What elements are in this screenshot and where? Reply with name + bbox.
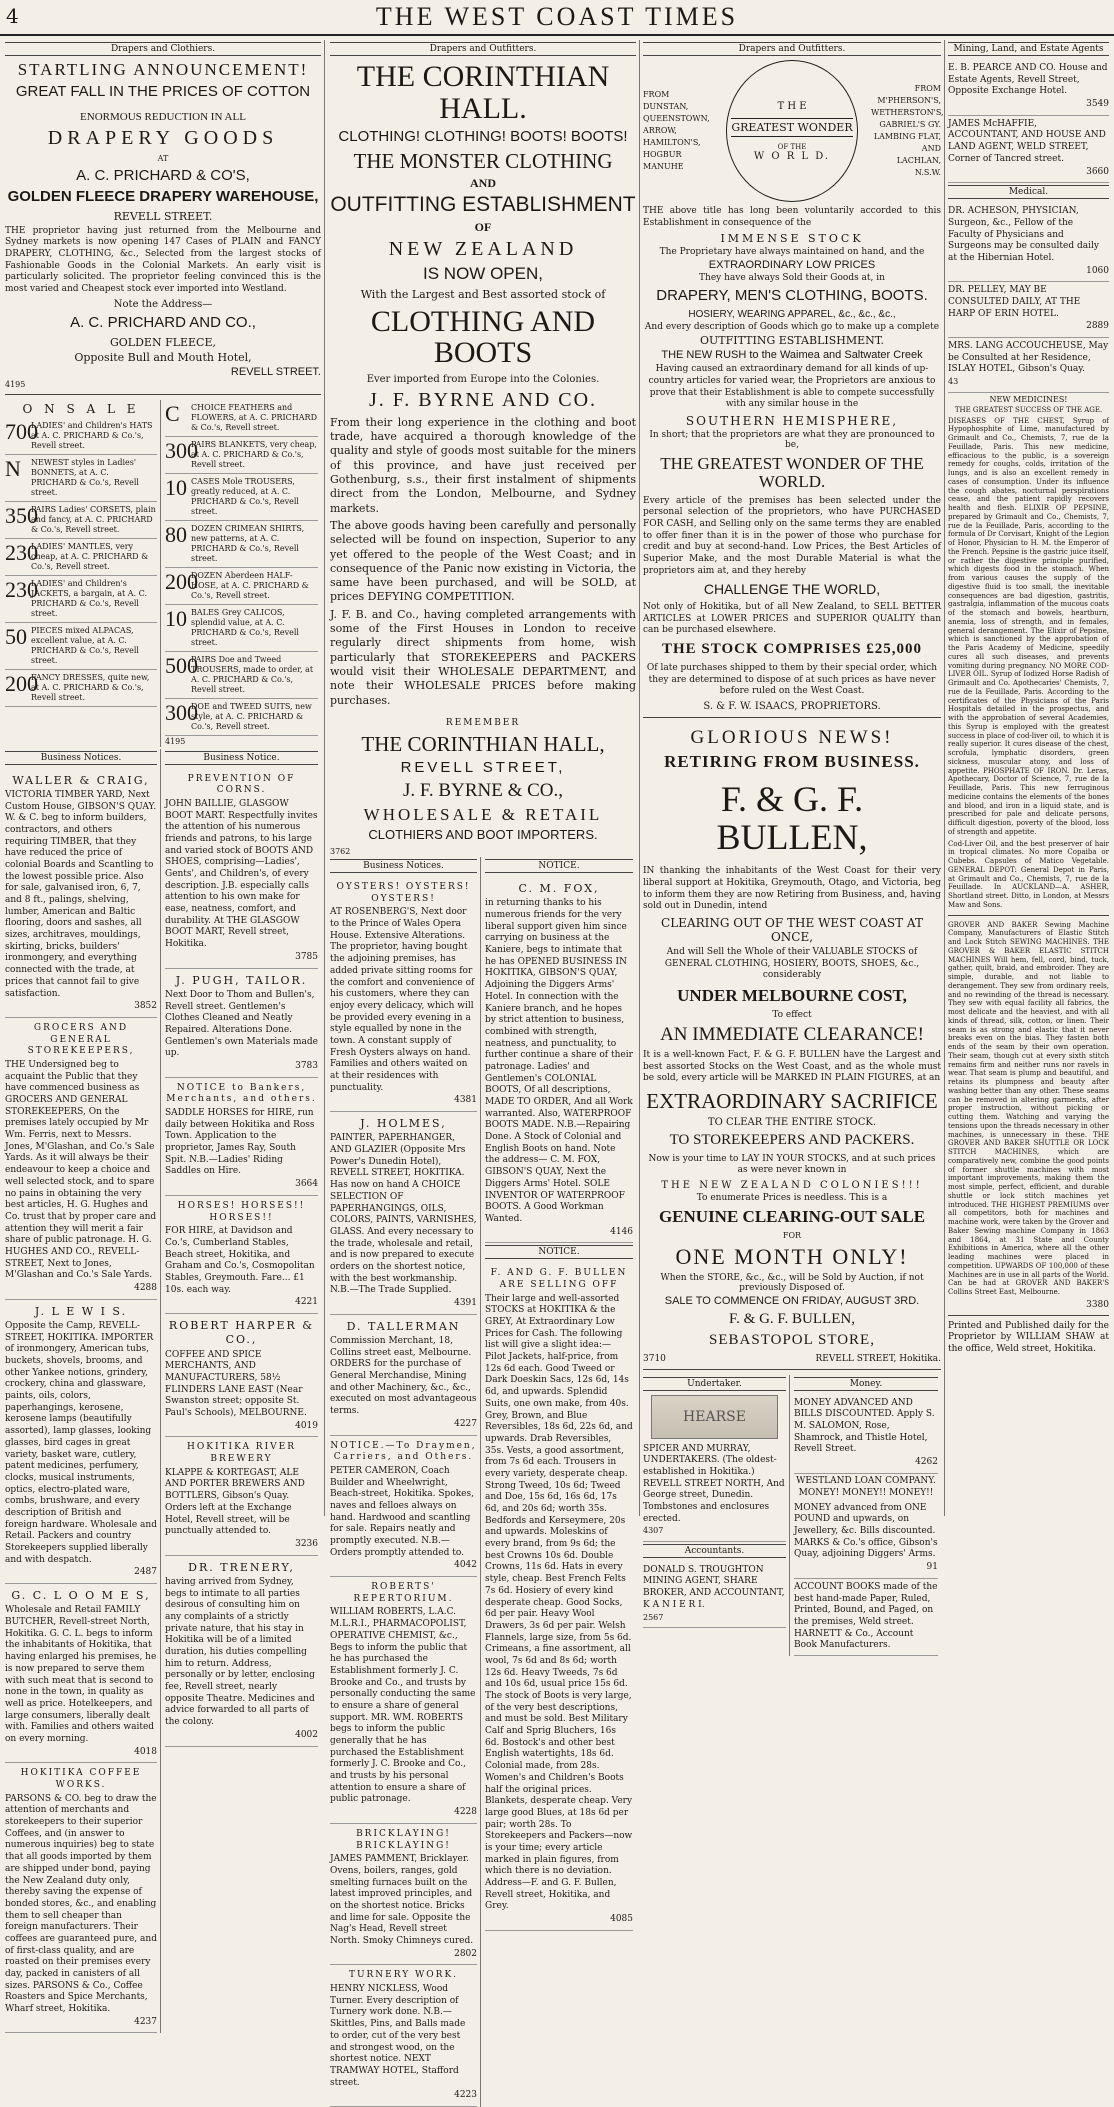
prichard-firm: A. C. PRICHARD & CO'S, <box>76 167 250 185</box>
grover-number: 3380 <box>1086 1299 1109 1310</box>
drapery-clothing-boots: DRAPERY, MEN'S CLOTHING, BOOTS. <box>656 287 928 305</box>
sale-item: 200 FANCY DRESSES, quite new, at A. C. PRICHARD & Co.'s, Revell street. <box>5 670 157 707</box>
page-number: 4 <box>6 4 19 28</box>
col2-notices <box>330 857 636 2107</box>
isaacs-p7: Every article of the premises has been selected under the personal selection of the proprietors, who have PURCHASED FOR CASH, and Selling only on the same terms they are enabled to offer finer than it is in the power of those who purchase for credit and buy at second-hand. Low Prices, the Best Articles of Superior Make, and the most Durable Material is what the proprietors aim at, and they hereby <box>643 495 941 576</box>
immense-stock: IMMENSE STOCK <box>720 232 864 246</box>
byrne-heading: J. F. BYRNE AND CO. <box>368 388 598 411</box>
golden-fleece-headline: GOLDEN FLEECE DRAPERY WAREHOUSE, <box>7 187 319 205</box>
ad-fox: C. M. FOX, in returning thanks to his numerous friends for the very liberal support given him since carrying on business at the Kaniere, begs to intimate that he has OPENED BUSINESS IN HOKITIKA, GIBSON'S QUAY, Adjoining the Diggers Arms' Hotel. In connection with the Kaniere branch, and he hopes by strict attention to business, combined with strength, neatness, and punctuality, to further continue a share of their patronage. Ladies' and Gentlemen's COLONIAL BOOTS, Of all descriptions, MADE TO ORDER, And all Work warranted. Also, WATERPROOF BOOTS MADE. N.B.—Repairing Done. A Stock of Colonial and English Boots on hand. Note the address— C. M. FOX, GIBSON'S QUAY, Next the Diggers Arms' Hotel. SOLE INVENTOR OF WATERPROOF BOOTS. A Good Workman Wanted. 4146 <box>485 877 633 1243</box>
bullen-p12: It is a well-known Fact, F. & G. F. BULLEN have the Largest and best assorted Stocks on the West Coast, and as the whole must be sold, every article will be MARKED IN PLAIN FIGURES, at an <box>643 1049 941 1084</box>
ad-lang: MRS. LANG ACCOUCHEUSE, May be Consulted at her Residence, ISLAY HOTEL, Gibson's Quay. 43 <box>948 338 1109 392</box>
masthead <box>0 0 1114 36</box>
section-business-2: Business Notices. <box>330 859 477 873</box>
general-depot: Cod-Liver Oil, and the best preserver of hair in tropical climates. No more Copaiba or Cubebs. Capsules of Matico Vegetable. GENERAL DEPOT: General Depot in Paris, at Grimault and Co., Chemists, 7, rue de la Feuillade. In AUCKLAND—A. ASHER, Shortland street. Ditto, in London, at Messrs Maw and Sons. <box>948 839 1109 909</box>
hearse-icon: HEARSE <box>651 1395 778 1439</box>
bullen-p15: When the STORE, &c., &c., will be Sold by Auction, if not previously Disposed of. <box>660 1273 924 1294</box>
ad-hughes: GROCERS AND GENERAL STOREKEEPERS, THE Undersigned beg to acquaint the Public that they have commenced business as GROCERS AND GENERAL STOREKEEPERS, On the premises lately occupied by Mr Wm. Ferris, next to Messrs. Jones, M'Glashan, and Co.'s Sale Yards. As it will always be their endeavour to keep a choice and well selected stock, and to spare no pains in obtaining the very best articles, H. G. Hughes and Co. trust that by proper care and attention they will merit a fair share of public patronage. H. G. HUGHES AND CO., REVELL-STREET, Next to Jones, M'Glashan and Co.'s Sale Yards. 4288 <box>5 1018 157 1300</box>
bullen-headline: F. & G. F. BULLEN, <box>716 778 868 857</box>
bullen-p14: To enumerate Prices is needless. This is a <box>696 1193 888 1204</box>
col3-small-right <box>794 1375 941 1656</box>
ad-pelley: DR. PELLEY, MAY BE CONSULTED DAILY, AT THE HARP OF ERIN HOTEL. 2889 <box>948 282 1109 338</box>
column-2 <box>327 40 640 2101</box>
sale-item: 230 LADIES' MANTLES, very cheap, at A. C. PRICHARD & Co.'s, Revell street. <box>5 539 157 576</box>
corinthian-headline: THE CORINTHIAN HALL. <box>356 60 610 125</box>
section-business: Business Notices. <box>5 751 157 765</box>
sale-commence: SALE TO COMMENCE ON FRIDAY, AUGUST 3RD. <box>664 1295 920 1308</box>
sale-item: 300 PAIRS BLANKETS, very cheap, at A. C. PRICHARD & Co.'s, Revell street. <box>165 437 318 474</box>
clothing-boots-line: CLOTHING! CLOTHING! BOOTS! BOOTS! <box>338 128 628 145</box>
sale-item: N NEWEST styles in Ladies' BONNETS, at A. C. PRICHARD & Co.'s, Revell street. <box>5 455 157 502</box>
section-mining-land: Mining, Land, and Estate Agents <box>948 42 1109 56</box>
section-money: Money. <box>794 1377 938 1391</box>
ad-loomes: G. C. L O O M E S, Wholesale and Retail FAMILY BUTCHER, Revell-street North, Hokitika. G. C. L. begs to inform the inhabitants of Hokitika, that having enlarged his premises, he is now prepared to serve them with such meat that is second to none in the town, in quality as well as price. Hotelkeepers, and large consumers, liberally dealt with. Families and others waited on every morning. 4018 <box>5 1584 157 1763</box>
for-line: FOR <box>782 1230 802 1240</box>
ad-horses-hire: HORSES! HORSES!! HORSES!! FOR HIRE, at Davidson and Co.'s, Cumberland Stables, Beach street, Hokitika, and Graham and Co.'s, Cosmopolitan Stables, Greymouth. Fare... £1 10s. each way. 4221 <box>165 1196 318 1314</box>
ad-waller-craig: WALLER & CRAIG, VICTORIA TIMBER YARD, Next Custom House, GIBSON'S QUAY. W. & C. beg to inform builders, contractors, and others requiring TIMBER, that they have reduced the price of colonial Boards and Scantling to the lowest possible price. Also for sale, galvanised iron, 6, 7, and 8 ft., palings, shelving, lumber, American and Baltic flooring, doors and sashes, all sizes, architraves, mouldings, skirting, bricks, builders' ironmongery, and everything connected with the trade, at prices that cannot fail to give satisfaction. 3852 <box>5 769 157 1018</box>
ad-marks: MONEY advanced from ONE POUND and upwards, on Jewellery, &c. Bills discounted. MARKS & Co.'s office, Gibson's Quay, adjoining Diggers' Arms. 91 <box>794 1500 938 1579</box>
ad-tallerman: D. TALLERMAN Commission Merchant, 18, Collins street east, Melbourne. ORDERS for the purchase of General Merchandise, Mining and other Machinery, &c., &c., executed on most advantageous terms. 4227 <box>330 1315 477 1436</box>
ad-lewis: J. L E W I S. Opposite the Camp, REVELL-STREET, HOKITIKA. IMPORTER of ironmongery, American tubs, buckets, shovels, brooms, and other Yankee notions, grindery, crockery, china and glassware, paints, oils, colors, paperhangings, kerosene, kerosene lamps (beautifully assorted), lamp glasses, looking glasses, bird cages in great variety, basket ware, cutlery, patent medicines, perfumery, clocks, musical instruments, optics, electro-plated ware, combs, brushware, and every description of British and foreign hardware. Wholesale and Retail. Packers and country Storekeepers supplied liberally and with despatch. 2487 <box>5 1300 157 1584</box>
to-storekeepers: TO STOREKEEPERS AND PACKERS. <box>669 1132 915 1149</box>
ad-number: 3762 <box>330 847 351 857</box>
section-notice-2: NOTICE. <box>485 1245 633 1259</box>
ad-troughton: DONALD S. TROUGHTON MINING AGENT, SHARE BROKER, AND ACCOUNTANT, K A N I E R I. 2567 <box>643 1562 786 1628</box>
ad-bricklaying: BRICKLAYING! BRICKLAYING! JAMES PAMMENT, Bricklayer. Ovens, boilers, ranges, gold smelting furnaces built on the latest improved principles, and on the shortest notice. Bricks and lime for sale. Opposite the Nag's Head, Revell street North. Smoky Chimneys cured. 2802 <box>330 1824 477 1966</box>
isaacs-p8: Not only of Hokitika, but of all New Zealand, to SELL BETTER ARTICLES at LOWER PRICES and SUPERIOR QUALITY than can be purchased elsewhere. <box>643 602 941 636</box>
prichard-address-4: REVELL STREET. <box>230 365 321 378</box>
nz-colonies: THE NEW ZEALAND COLONIES!!! <box>661 1180 923 1192</box>
immediate-clearance: AN IMMEDIATE CLEARANCE! <box>660 1023 924 1045</box>
sale-item: 350 PAIRS Ladies' CORSETS, plain and fancy, at A. C. PRICHARD & Co.'s, Revell street. <box>5 502 157 539</box>
col3-small-ads <box>643 1375 941 1656</box>
sale-item: 230 LADIES' and Children's JACKETS, a bargain, at A. C. PRICHARD & Co.'s, Revell street. <box>5 576 157 623</box>
on-sale-right <box>165 400 321 747</box>
sale-item: 700 LADIES' and Children's HATS at A. C. PRICHARD & Co.'s, Revell street. <box>5 418 157 455</box>
column-4 <box>945 40 1112 1516</box>
byrne-para-3: J. F. B. and Co., having completed arrangements with some of the First Houses in London to receive regularly direct shipments from home, wish particularly that STOREKEEPERS and PACKERS would visit their WHOLESALE DEPARTMENT, and note their WHOLESALE PRICES before making purchases. <box>330 607 636 707</box>
sale-item: 10 CASES Mole TROUSERS, greatly reduced, at A. C. PRICHARD & Co.'s, Revell street. <box>165 474 318 521</box>
section-business-notice: Business Notice. <box>165 751 318 765</box>
westland-loan: WESTLAND LOAN COMPANY. <box>796 1475 936 1486</box>
largest-line: With the Largest and Best assorted stock of <box>360 287 606 301</box>
bullen-footer: 3710 REVELL STREET, Hokitika. <box>643 1353 941 1364</box>
new-rush-line: THE NEW RUSH to the Waimea and Saltwater Creek <box>661 349 923 362</box>
ad-turnery: TURNERY WORK. HENRY NICKLESS, Wood Turner. Every description of Turnery work done. N.B.—Skittles, Pins, and Balls made to order, cut of the very best and strongest wood, on the shortest notice. NEXT TRAMWAY HOTEL, Stafford street. 4223 <box>330 1965 477 2107</box>
ad-salomon: MONEY ADVANCED AND BILLS DISCOUNTED. Apply S. M. SALOMON, Rose, Shamrock, and Thistle Hotel, Revell Street. 4262 <box>794 1395 938 1474</box>
business-grid <box>5 749 321 2034</box>
new-medicines: NEW MEDICINES! <box>989 394 1068 404</box>
clear-entire-stock: TO CLEAR THE ENTIRE STOCK. <box>707 1117 877 1129</box>
and-line: AND <box>470 175 496 190</box>
money-money: MONEY! MONEY!! MONEY!! <box>798 1487 934 1498</box>
to-effect: To effect <box>772 1009 812 1020</box>
isaacs-proprietors: S. & F. W. ISAACS, PROPRIETORS. <box>703 700 881 712</box>
bullen-p13: Now is your time to LAY IN YOUR STOCKS, and at such prices as were never known in <box>648 1153 936 1176</box>
clearing-out: CLEARING OUT OF THE WEST COAST AT ONCE, <box>661 916 923 945</box>
ad-spicer-murray: SPICER AND MURRAY, UNDERTAKERS. (The oldest-established in Hokitika.) REVELL STREET NORTH, And George street, Dunedin. Tombstones and enclosures erected. 4307 <box>643 1441 786 1542</box>
ad-oysters: OYSTERS! OYSTERS! OYSTERS! AT ROSENBERG'S, Next door to the Prince of Wales Opera House. Extensive Alterations. The proprietor, having bought the adjoining premises, has added private sitting rooms for the comfort and convenience of his customers, where they can enjoy every delicacy, which will be provided every evening in a style equalled by none in the town. A constant supply of Fresh Oysters always on hand. Families and others waited on at their residences with punctuality. 4381 <box>330 877 477 1112</box>
one-month-only: ONE MONTH ONLY! <box>675 1243 909 1269</box>
stock-comprises: THE STOCK COMPRISES £25,000 <box>661 641 923 658</box>
glorious-news: GLORIOUS NEWS! <box>690 726 894 748</box>
col2-notices-left <box>330 857 481 2107</box>
col3-small-left <box>643 1375 790 1656</box>
ad-acheson: DR. ACHESON, PHYSICIAN, Surgeon, &c., Fellow of the Faculty of Physicians and Surgeons may be consulted daily at the Hibernian Hotel. 1060 <box>948 203 1109 282</box>
ad-number: 4195 <box>165 736 186 746</box>
from-places-right: FROM M'PHERSON'S, WETHERSTON'S, GABRIEL'S GY. LAMBING FLAT, AND LACHLAN, N.S.W. <box>871 84 944 177</box>
clothiers-importers: CLOTHIERS AND BOOT IMPORTERS. <box>368 827 598 843</box>
extra-low-prices: EXTRAORDINARY LOW PRICES <box>708 259 876 272</box>
column-1 <box>2 40 325 2027</box>
of-line: OF <box>474 220 492 235</box>
drapery-goods: DRAPERY GOODS <box>47 127 279 150</box>
business-left <box>5 749 161 2034</box>
on-sale-heading: O N S A L E <box>22 401 140 416</box>
newspaper-title: THE WEST COAST TIMES <box>375 2 739 31</box>
sebastopol-store: SEBASTOPOL STORE, <box>709 1331 875 1348</box>
revell-street: REVELL STREET. <box>113 209 213 223</box>
ad-brewery: HOKITIKA RIVER BREWERY KLAPPE & KORTEGAST, ALE AND PORTER BREWERS AND BOTTLERS, Gibson's Quay. Orders left at the Exchange Hotel, Revell street, will be punctually attended to. 3236 <box>165 1437 318 1555</box>
isaacs-p2: The Proprietary have always maintained on hand, and the <box>659 247 925 258</box>
sale-item: 200 DOZEN Aberdeen HALF-HOSE, at A. C. PRICHARD & Co.'s, Revell street. <box>165 568 318 605</box>
isaacs-p9: Of late purchases shipped to them by their special order, which they are determined to dispose of at such prices as have never before ruled on the West Coast. <box>646 662 938 697</box>
isaacs-p4: And every description of Goods which go to make up a complete <box>644 322 940 333</box>
ad-holmes: J. HOLMES, PAINTER, PAPERHANGER, AND GLAZIER (Opposite Mrs Power's Dunedin Hotel), REVELL STREET, HOKITIKA. Has now on hand A CHOICE SELECTION OF PAPERHANGINGS, OILS, COLORS, PAINTS, VARNISHES, GLASS. And every necessary to the trade, wholesale and retail, and is now prepared to execute orders on the shortest notice, with the best workmanship. N.B.—The Trade Supplied. 4391 <box>330 1112 477 1315</box>
ad-pearce: E. B. PEARCE AND CO. House and Estate Agents, Revell Street, Opposite Exchange Hotel. 3549 <box>948 60 1109 116</box>
remember-line: REMEMBER <box>445 717 521 728</box>
printed-published: Printed and Published daily for the Proprietor by WILLIAM SHAW at the office, Weld street, Hokitika. <box>948 1320 1109 1355</box>
ad-bullen-selling-off: F. AND G. F. BULLEN ARE SELLING OFF Their large and well-assorted STOCKS at HOKITIKA & the GREY, At Extraordinary Low Prices for Cash. The following list will give a slight idea:— Pilot Jackets, half-price, from 12s 6d each. Good Tweed or Dark Doeskin Sacs, 12s 6d, 14s 6d, and upwards. Splendid Suits, one own make, from 40s. Grey, Brown, and Blue Reversibles, 18s 6d, 22s 6d, and upwards. Drab Reversibles, 35s. Vests, a good assortment, from 7s 6d each. Trousers in every variety, desperate cheap. Strong Tweed, 10s 6d; Tweed and Doe, 15s 6d, 16s 6d, 17s 6d, and 20s 6d; worth 35s. Bedfords and Kerseymere, 20s and upwards. Moleskins of every brand, from 9s 6d; the best Crowns 10s 6d. Double Crowns, 11s 6d. Hats in every style, cheap. Best French Felts 7s 6d. Hosiery of every kind desperate cheap. Good Socks, 6d per pair. Heavy Wool Drawers, 3s 6d per pair. Welsh Flannels, large size, from 5s 6d. Crimeans, a fine assortment, all wool, 7s 6d and 8s 6d; worth 12s 6d. Heavy Tweeds, 7s 6d and 10s 6d, usual price 15s 6d. The stock of Boots is very large, of the very best descriptions, and must be sold. Best Military Calf and Sprig Bluchers, 16s 6d. Bostock's and other best English watertights, 18s 6d. Colonial made, from 28s. Women's and Children's Boots half the original prices. Blankets, desperate cheap. Very large good Blues, at 18s 6d per pair; worth 28s. To Storekeepers and Packers—now is your time; every article marked in plain figures, from which there is no deviation. Address—F. and G. F. Bullen, Revell street, Hokitika, and Grey. 4085 <box>485 1263 633 1931</box>
section-drapers-clothiers: Drapers and Clothiers. <box>5 42 321 56</box>
revell-street-2: REVELL STREET, <box>400 758 566 776</box>
business-right <box>165 749 321 2034</box>
ad-pugh: J. PUGH, TAILOR. Next Door to Thom and Bullen's, Revell street. Gentlemen's Clothes Cleaned and Neatly Repaired. Alterations Done. Gentlemen's own Materials made up. 3783 <box>165 969 318 1078</box>
section-accountants: Accountants. <box>643 1544 786 1558</box>
outfitting-line: OUTFITTING ESTABLISHMENT. <box>700 334 884 348</box>
sale-item: 300 DOE and TWEED SUITS, new style, at A. C. PRICHARD & Co.'s, Revell street. <box>165 699 318 736</box>
isaacs-p5: Having caused an extraordinary demand for all kinds of up-country articles for varied wear, the Proprietors are anxious to prove that their Establishment is able to compete successfully with any similar house in the <box>648 364 936 410</box>
on-sale-grid <box>5 400 321 747</box>
prichard-address-3: Opposite Bull and Mouth Hotel, <box>74 350 252 364</box>
sale-item: 50 PIECES mixed ALPACAS, excellent value, at A. C. PRICHARD & Co.'s, Revell street. <box>5 623 157 670</box>
hosiery-line: HOSIERY, WEARING APPAREL, &c., &c., &c., <box>688 309 896 321</box>
sale-item: 80 DOZEN CRIMEAN SHIRTS, new patterns, at A. C. PRICHARD & Co.'s, Revell street. <box>165 521 318 568</box>
isaacs-p1: THE above title has long been voluntarily accorded to this Establishment in consequence of the <box>643 206 941 228</box>
ad-account-books: ACCOUNT BOOKS made of the best hand-made Paper, Ruled, Printed, Bound, and Paged, on the premises, Weld street. HARNETT & Co., Account Book Manufacturers. <box>794 1579 938 1656</box>
greatest-wonder-oval: T H E GREATEST WONDER OF THE W O R L D. <box>726 60 858 202</box>
section-undertaker: Undertaker. <box>643 1377 786 1391</box>
corinthian-hall-2: THE CORINTHIAN HALL, <box>361 731 605 756</box>
section-notice: NOTICE. <box>485 859 633 873</box>
from-places-left: FROM DUNSTAN, QUEENSTOWN, ARROW, HAMILTON'S, HOGBUR MANUHE <box>643 90 710 171</box>
bullen-p10: IN thanking the inhabitants of the West Coast for their very liberal support at Hokitika, Greymouth, Otago, and Victoria, beg to inform them they are now Retiring from Business, and, having sold out in Dunedin, intend <box>643 866 941 912</box>
now-open: IS NOW OPEN, <box>423 264 543 284</box>
isaacs-p6: In short; that the proprietors are what they are pronounced to be, <box>649 429 935 450</box>
bullen-p11: And will Sell the Whole of their VALUABLE STOCKS of GENERAL CLOTHING, HOSIERY, BOOTS, SHOES, &c., considerably <box>664 947 920 981</box>
ad-coffee-works: HOKITIKA COFFEE WORKS. PARSONS & CO. beg to draw the attention of merchants and storekeepers to their superior Coffees, and (in answer to numerous inquiries) beg to state that all goods imported by them are shipped under bond, paying the New Zealand duty only, thereby saving the expense of bonded stores, &c., and enabling them to sell cheaper than foreign manufacturers. Their coffees are guaranteed pure, and of first-class quality, and are roasted on their premises every day, packed in canisters of all sizes. PARSONS & Co., Coffee Roasters and Spice Merchants, Wharf street, Hokitika. 4237 <box>5 1763 157 2033</box>
col2-notices-right <box>485 857 636 2107</box>
clothing-and-boots: CLOTHING AND BOOTS <box>370 304 596 370</box>
outfitting-establishment: OUTFITTING ESTABLISHMENT <box>330 193 636 217</box>
new-zealand: NEW ZEALAND <box>388 238 578 261</box>
byrne-2: J. F. BYRNE & CO., <box>402 779 563 801</box>
prichard-address-1: A. C. PRICHARD AND CO., <box>70 313 256 331</box>
wholesale-retail: WHOLESALE & RETAIL <box>363 804 603 824</box>
isaacs-p3: They have always Sold their Goods at, in <box>699 273 885 284</box>
byrne-para-1: From their long experience in the clothing and boot trade, have acquired a thorough knowledge of the quality and style of goods most suitable for the miners of this province, and have just received per Gothenburg, s.s., their first instalment of shipments direct from the London, Melbourne, and Sydney markets. <box>330 415 636 515</box>
genuine-clearing-out: GENUINE CLEARING-OUT SALE <box>658 1207 926 1227</box>
prichard-address-2: GOLDEN FLEECE, <box>109 335 217 349</box>
section-drapers-outfitters: Drapers and Outfitters. <box>330 42 636 56</box>
ad-dr-trenery: DR. TRENERY, having arrived from Sydney, begs to intimate to all parties desirous of consulting him on any complaints of a strictly private nature, that his stay in Hokitika will be of a limited duration, his duties compelling him to return. Address, personally or by letter, enclosing fee, Revell street, nearly opposite Theatre. Medicines and advice forwarded to all parts of the colony. 4002 <box>165 1556 318 1747</box>
extraordinary-sacrifice: EXTRAORDINARY SACRIFICE <box>646 1088 938 1113</box>
imported-line: Ever imported from Europe into the Colonies. <box>366 373 600 385</box>
ad-number: 4195 <box>5 379 26 389</box>
greatest-wonder-heading: THE GREATEST WONDER OF THE WORLD. <box>660 453 924 491</box>
great-fall-headline: GREAT FALL IN THE PRICES OF COTTON <box>15 82 311 100</box>
section-medical: Medical. <box>948 185 1109 199</box>
prichard-intro: THE proprietor having just returned from the Melbourne and Sydney markets is now opening 147 Cases of PLAIN and FANCY DRAPERY, CLOTHING, &c., Selected from the largest stocks of Fashionable Goods in the Colonial Markets. An early visit is particularly solicited. The proprietor feeling convinced this is the most varied and Cheapest stock ever imported into Westland. <box>5 225 321 295</box>
ad-roberts: ROBERTS' REPERTORIUM. WILLIAM ROBERTS, L.A.C. M.L.R.I., PHARMACOPOLIST, OPERATIVE CHEMIST, &c., Begs to inform the public that he has purchased the Establishment formerly J. C. Brooke and Co., and trusts by personally conducting the same to ensure a share of general support. MR. WM. ROBERTS begs to inform the public generally that he has purchased the Establishment formerly J. C. Brooke and Co., and trusts by his personal attention to ensure a share of public patronage. 4228 <box>330 1577 477 1824</box>
monster-clothing: THE MONSTER CLOTHING <box>353 148 613 173</box>
section-drapers-outfitters-3: Drapers and Outfitters. <box>643 42 941 56</box>
ad-mchaffie: JAMES McHAFFIE, ACCOUNTANT, AND HOUSE AND LAND AGENT, WELD STREET, Corner of Tancred street. 3660 <box>948 116 1109 183</box>
enormous-line: ENORMOUS REDUCTION IN ALL <box>80 110 246 123</box>
ad-robert-harper: ROBERT HARPER & CO., COFFEE AND SPICE MERCHANTS, AND MANUFACTURERS, 58½ FLINDERS LANE EAST (Near Swanston street; opposite St. Paul's Schools), MELBOURNE. 4019 <box>165 1314 318 1437</box>
ad-grover-baker: GROVER AND BAKER Sewing Machine Company, Manufacturers of Elastic Stitch and Lock Stitch SEWING MACHINES. THE GROVER & BAKER ELASTIC STITCH MACHINES Will hem, fell, cord, bind, tuck, gather, quilt, braid, and embroider. They are simple, durable, and not liable to derangement. They sew from ordinary reels, and no rewinding of the thread is necessary. They sew with equal facility all fabrics, the most delicate and the heaviest, and with all kinds of thread, silk, cotton, or linen. Their seam is as strong and elastic that it never breaks even on the bias. They fasten both ends of the seam by their own operation. Their seam, though cut at every sixth stitch remains firm and neither runs nor ravels in wear. That seam is plump and beautiful, and retains its plumpness and beauty after washing better than any other. These seams can be removed in altering garments, after proper instruction, without picking or cutting them. Watching and varying the tensions upon the threads necessary in other machines, is unnecessary in these. THE GROVER AND BAKER SHUTTLE OR LOCK STITCH MACHINES, which are comparatively new, combine the good points of former shuttle machines with most important improvements, making them the most simple, perfect, efficient, and durable shuttle or lock stitch machines yet introduced. THE HIGHEST PREMIUMS over all competitors, both for machines and machine work, were taken by the Grover and Baker Sewing machine Company in 1863 and 1864, at 31 State and County Exhibitions in America, where all the other leading machines were placed in competition. UPWARDS OF 100,000 of these Machines are in use in all parts of the World. Can be had at GROVER AND BAKER'S Collins Street East, Melbourne. <box>948 920 1109 1297</box>
bullen-2: F. & G. F. BULLEN, <box>729 1311 855 1328</box>
sale-item: 500 PAIRS Doe and Tweed TROUSERS, made to order, at A. C. PRICHARD & Co.'s, Revell street. <box>165 652 318 699</box>
at-line: AT <box>157 154 169 164</box>
ad-cameron: NOTICE.—To Draymen, Carriers, and Others. PETER CAMERON, Coach Builder and Wheelwright, Beach-street, Hokitika. Spokes, naves and felloes always on hand. Hardwood and scantling for sale. Repairs neatly and promptly executed. N.B.—Orders promptly attended to. 4042 <box>330 1436 477 1578</box>
note-address: Note the Address— <box>113 298 213 310</box>
greatest-wonder-block <box>643 60 944 202</box>
sale-item: C CHOICE FEATHERS and FLOWERS, at A. C. PRICHARD & Co.'s, Revell street. <box>165 400 318 437</box>
retiring-from-business: RETIRING FROM BUSINESS. <box>664 751 920 771</box>
greatest-success: THE GREATEST SUCCESS OF THE AGE. <box>954 405 1103 414</box>
byrne-para-2: The above goods having been carefully and personally selected will be found on inspection, Superior to any yet offered to the people of the West Coast; and in consequence of the Panic now existing in Victoria, the same have been purchased, and will be SOLD, at prices DEFYING COMPETITION. <box>330 518 636 604</box>
startling-headline: STARTLING ANNOUNCEMENT! <box>17 60 309 79</box>
challenge-world: CHALLENGE THE WORLD, <box>703 581 881 598</box>
ad-saddle-horses: NOTICE to Bankers, Merchants, and others. SADDLE HORSES for HIRE, run daily between Hokitika and Ross Town. Application to the proprietor, James Ray, South Spit. N.B.—Ladies' Riding Saddles on Hire. 3664 <box>165 1078 318 1196</box>
under-melbourne-cost: UNDER MELBOURNE COST, <box>677 986 907 1006</box>
southern-hemisphere: SOUTHERN HEMISPHERE, <box>685 413 899 428</box>
grimault-medicines: DISEASES OF THE CHEST, Syrup of Hypophosphite of Lime, manufactured by Grimault and Co., Chemists, 7, rue de la Feuillade, Paris. This new medicine, efficacious to the public, is a sovereign remedy for coughs, colds, irritation of the lungs, and is also an excellent remedy in cases of consumption. Under its influence the cough abates, nocturnal perspirations cease, and the patient rapidly recovers health and flesh. ELIXIR OF PEPSINE, prepared by Grimault and Co., Chemists, 7, rue de la Feuillade, Paris, according to the formula of Dr Corvisart, Knight of the Legion of Honor, Physician to H. M. the Emperor of the French. Pepsine is the gastric juice itself, or rather the digestive principle purified, which digests food in the stomach. When from various causes the supply of the digestive fluid is too small, the inevitable consequences are bad digestion, gastritis, gastralgia, inflammation of the mucous coats of the stomach and bowels, heartburn, anemia, loss of strength, and in females, general derangement. The Elixir of Pepsine, which is sanctioned by the approbation of the Paris Academy of Medicine, speedily cures all such diseases, and prevents vomiting during pregnancy. NO MORE COD-LIVER OIL. Syrup of Iodized Horse Radish of Grimault and Co. Apothecaries' Chemists, 7, rue de la Feuillade, Paris. According to the certificates of the Physicians of the Paris Hospitals detailed in the prospectus, and with the approbation of several Academies, this Syrup is employed with the greatest success in place of cod-liver oil, to which it is really superior. It cures disease of the chest, scrofula, lymphatic disorders, green sickness, muscular atony, and loss of appetite. PHOSPHATE OF IRON. Dr. Leras, Apothecary, Doctor of Science, 7, rue de la Feuillade, Paris. This new ferruginous medicine contains the elements of the bones and blood, and iron in a liquid state, and is prescribed for pale and delicate persons, difficult digestion, poverty of the blood, loss of strength and appetite. <box>948 416 1109 836</box>
ad-baillie: PREVENTION OF CORNS. JOHN BAILLIE, GLASGOW BOOT MART. Respectfully invites the attention of his numerous friends and patrons, to his large and varied stock of BOOTS AND SHOES, comprising—Ladies', Gents', and Children's, of every description. J.B. especially calls attention to his own make for ease, neatness, comfort, and durability. At THE GLASGOW BOOT MART, Revell street, Hokitika. 3785 <box>165 769 318 969</box>
column-3 <box>640 40 945 1651</box>
sale-item: 10 BALES Grey CALICOS, splendid value, at A. C. PRICHARD & Co.'s, Revell street. <box>165 605 318 652</box>
on-sale-left <box>5 400 161 747</box>
